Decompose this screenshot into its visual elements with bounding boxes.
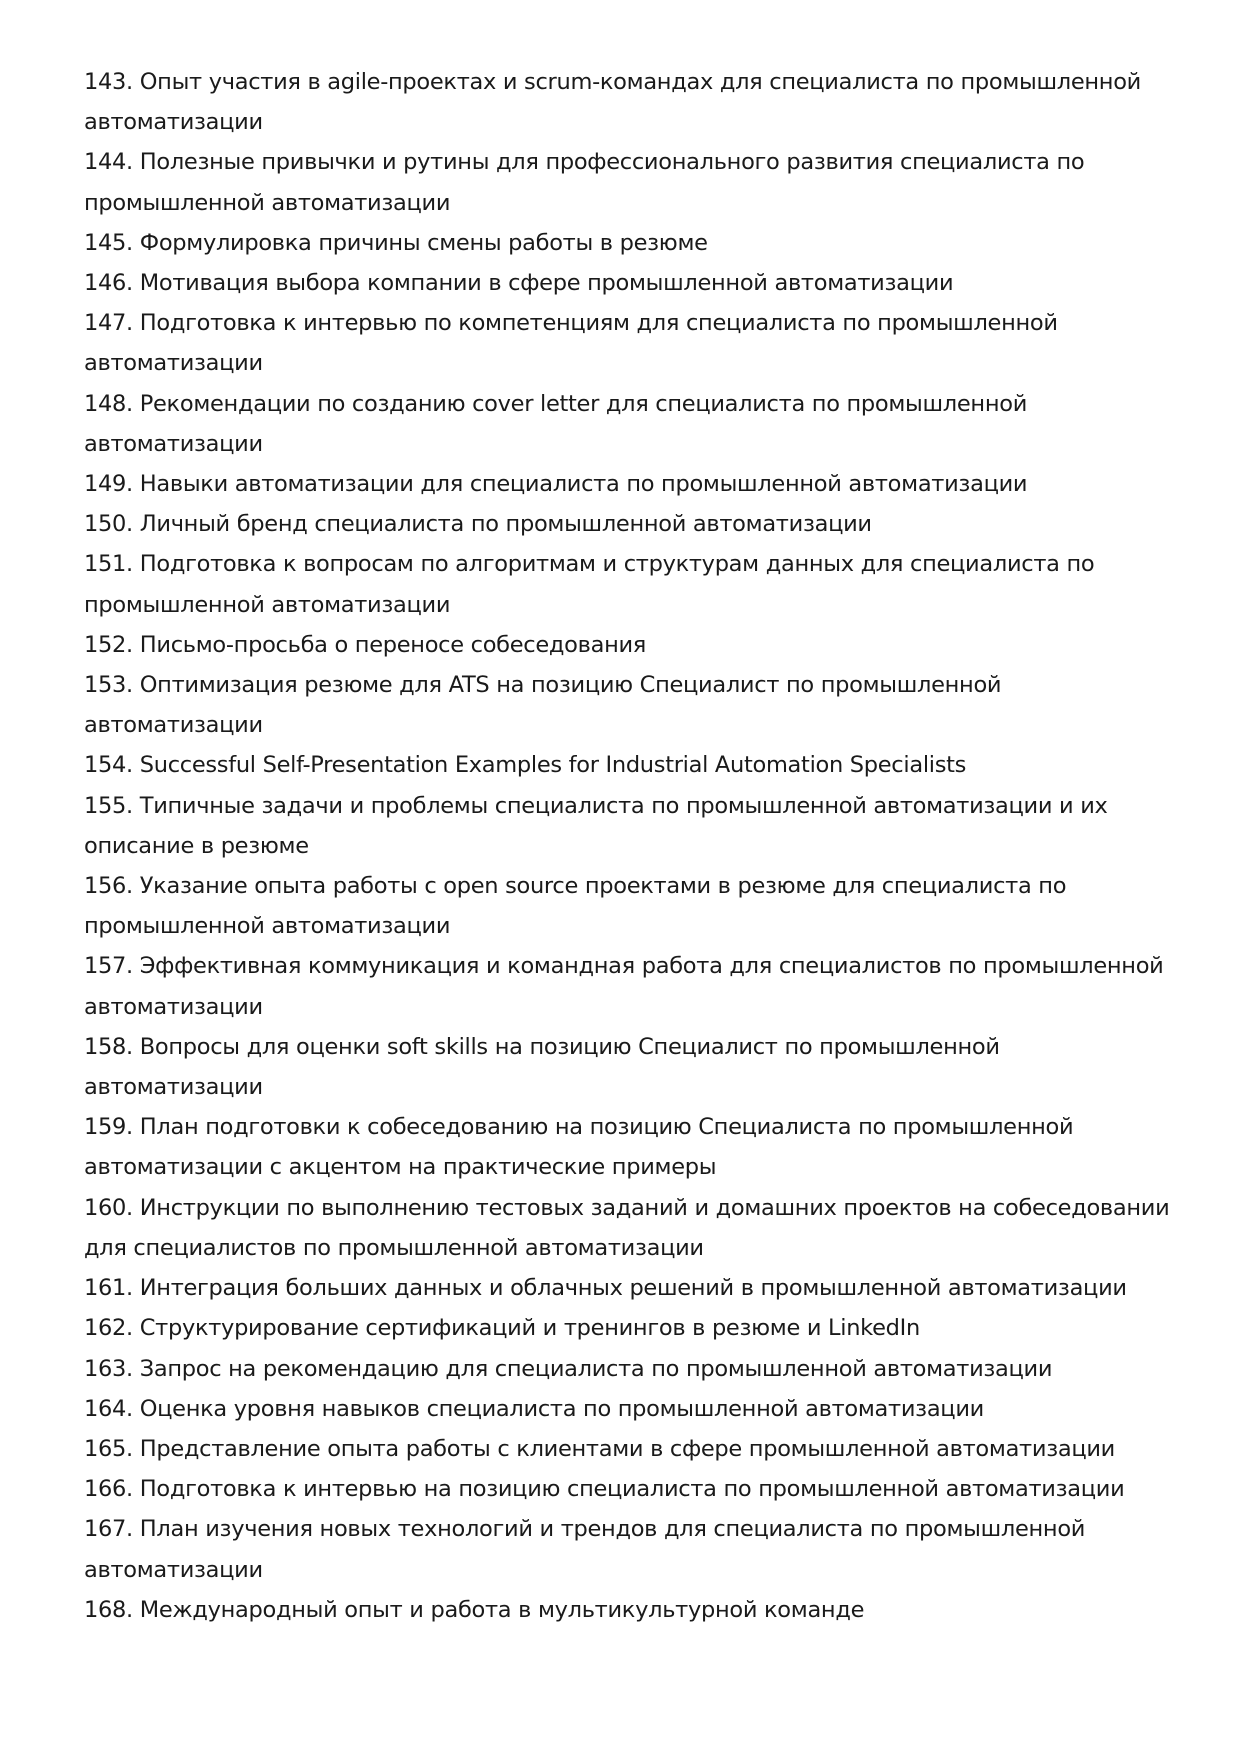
list-item: 157. Эффективная коммуникация и командная работа для специалистов по промышленной автоматизации — [84, 953, 1164, 1020]
list-item: 160. Инструкции по выполнению тестовых заданий и домашних проектов на собеседовании для специалистов по промышленной автоматизации — [84, 1194, 1170, 1261]
list-item: 143. Опыт участия в agile-проектах и scrum-командах для специалиста по промышленной автоматизации — [84, 69, 1141, 136]
list-item: 164. Оценка уровня навыков специалиста по промышленной автоматизации — [84, 1395, 984, 1422]
list-item: 163. Запрос на рекомендацию для специалиста по промышленной автоматизации — [84, 1355, 1053, 1382]
topic-list — [84, 62, 1174, 1630]
list-item: 156. Указание опыта работы с open source проектами в резюме для специалиста по промышленной автоматизации — [84, 873, 1067, 940]
list-item: 149. Навыки автоматизации для специалиста по промышленной автоматизации — [84, 471, 1028, 498]
list-item: 152. Письмо-просьба о переносе собеседования — [84, 631, 647, 658]
list-item: 144. Полезные привычки и рутины для профессионального развития специалиста по промышленной автоматизации — [84, 149, 1085, 216]
list-item: 168. Международный опыт и работа в мультикультурной команде — [84, 1596, 865, 1623]
list-item: 151. Подготовка к вопросам по алгоритмам и структурам данных для специалиста по промышленной автоматизации — [84, 551, 1095, 618]
list-item: 159. План подготовки к собеседованию на позицию Специалиста по промышленной автоматизации с акцентом на практические примеры — [84, 1114, 1074, 1181]
document-page — [84, 62, 1174, 1630]
list-item: 166. Подготовка к интервью на позицию специалиста по промышленной автоматизации — [84, 1476, 1125, 1503]
list-item: 158. Вопросы для оценки soft skills на позицию Специалист по промышленной автоматизации — [84, 1033, 1000, 1101]
list-item: 162. Структурирование сертификаций и тренингов в резюме и LinkedIn — [84, 1315, 920, 1342]
list-item: 153. Оптимизация резюме для ATS на позицию Специалист по промышленной автоматизации — [84, 672, 1002, 739]
list-item: 145. Формулировка причины смены работы в резюме — [84, 229, 708, 256]
list-item: 146. Мотивация выбора компании в сфере промышленной автоматизации — [84, 270, 954, 297]
list-item: 147. Подготовка к интервью по компетенциям для специалиста по промышленной автоматизации — [84, 310, 1058, 377]
list-item: 154. Successful Self-Presentation Examples for Industrial Automation Specialists — [84, 752, 967, 779]
list-item: 148. Рекомендации по созданию cover letter для специалиста по промышленной автоматизации — [84, 390, 1028, 457]
list-item: 165. Представление опыта работы с клиентами в сфере промышленной автоматизации — [84, 1435, 1116, 1462]
list-item: 161. Интеграция больших данных и облачных решений в промышленной автоматизации — [84, 1275, 1127, 1302]
list-item: 167. План изучения новых технологий и трендов для специалиста по промышленной автоматизации — [84, 1516, 1086, 1583]
list-item: 150. Личный бренд специалиста по промышленной автоматизации — [84, 511, 872, 538]
list-item: 155. Типичные задачи и проблемы специалиста по промышленной автоматизации и их описание в резюме — [84, 792, 1108, 859]
